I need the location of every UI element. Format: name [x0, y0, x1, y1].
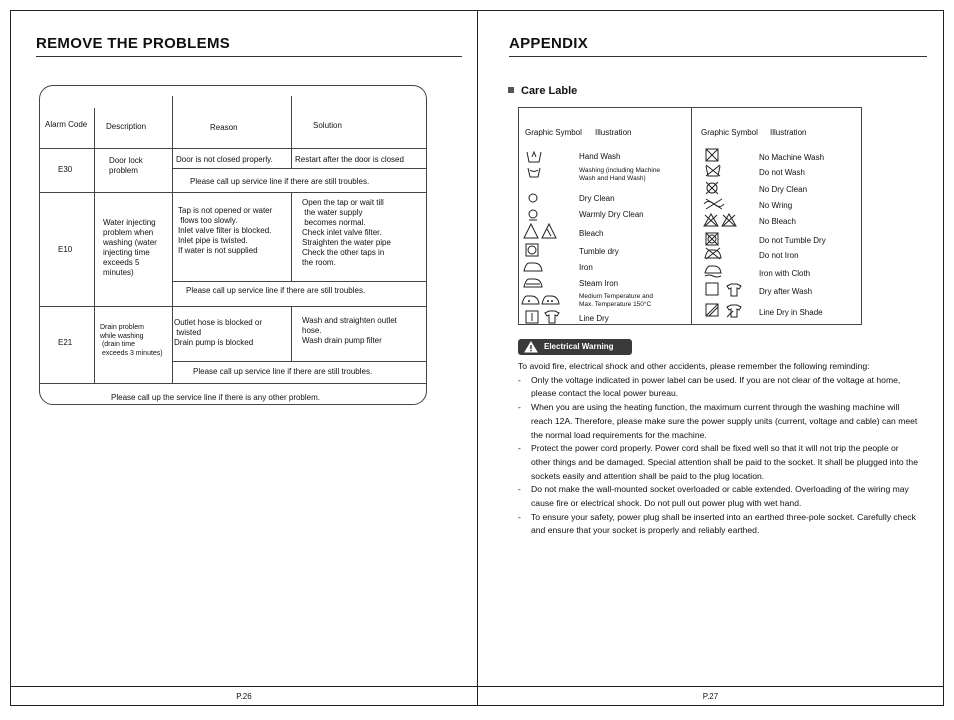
col-header-illustration: Illustration — [770, 128, 807, 137]
warning-item: - When you are using the heating function, the maximum current through the washing machine will reach 12A. Therefore, please make sure the power supply units (current, voltage and cable) can meet the normal load requirements for the machine. — [518, 402, 918, 440]
table-divider — [172, 168, 426, 169]
col-header-illustration: Illustration — [595, 128, 632, 137]
dry-after-wash-icon — [705, 282, 745, 297]
care-item: No Machine Wash — [759, 153, 825, 162]
care-item: Tumble dry — [579, 247, 619, 256]
warm-dry-clean-icon — [527, 208, 539, 221]
steam-iron-icon — [523, 276, 543, 288]
line-dry-in-shade-icon — [705, 303, 745, 318]
care-item: Do not Iron — [759, 251, 799, 260]
table-divider — [94, 108, 95, 383]
table-divider — [291, 192, 292, 281]
header-description: Description — [106, 122, 147, 131]
table-divider — [172, 96, 173, 383]
alarm-code-e10: E10 — [58, 245, 73, 254]
warning-item: - To ensure your safety, power plug shall be inserted into an earthed three-pole socket. Carefully check and ensure that your socket is properly and reliably earthed. — [518, 511, 916, 536]
no-tumble-dry-icon — [705, 232, 719, 246]
care-table-divider — [691, 108, 692, 324]
row-description: Door lock problem — [109, 156, 143, 175]
table-divider — [291, 96, 292, 168]
table-divider — [40, 306, 426, 307]
care-item: Dry Clean — [579, 194, 615, 203]
col-header-symbol: Graphic Symbol — [525, 128, 582, 137]
no-wring-icon — [703, 198, 725, 210]
electrical-warning-text — [518, 360, 918, 538]
alarm-code-e21: E21 — [58, 338, 73, 347]
care-label-table — [518, 107, 862, 325]
row-note: Please call up service line if there are still troubles. — [186, 286, 366, 295]
machine-wash-icon — [527, 166, 541, 178]
line-dry-icon — [525, 309, 563, 324]
footer-rule — [11, 686, 477, 687]
electrical-warning-label: Electrical Warning — [544, 342, 614, 351]
care-item: Do not Tumble Dry — [759, 236, 826, 245]
page-number: P.26 — [236, 692, 252, 701]
do-not-iron-icon — [704, 247, 722, 260]
care-item: No Wring — [759, 201, 793, 210]
table-footer-note: Please call up the service line if there is any other problem. — [111, 393, 320, 402]
col-header-symbol: Graphic Symbol — [701, 128, 758, 137]
header-alarm-code: Alarm Code — [45, 120, 88, 129]
care-item: Washing (including Machine Wash and Hand Wash) — [579, 167, 661, 182]
tumble-dry-icon — [525, 243, 539, 257]
hand-wash-icon — [525, 148, 543, 164]
care-item: Bleach — [579, 229, 604, 238]
bleach-icon — [523, 222, 559, 240]
no-machine-wash-icon — [705, 148, 719, 162]
footer-rule — [478, 686, 943, 687]
table-divider — [172, 361, 426, 362]
care-label-title: Care Lable — [508, 85, 577, 97]
iron-with-cloth-icon — [704, 264, 722, 278]
table-divider — [172, 281, 426, 282]
row-reason: Tap is not opened or water flows too slowly. Inlet valve filter is blocked. Inlet pipe is twisted. If water is not supplied — [178, 206, 273, 255]
problems-table — [39, 85, 427, 405]
iron-icon — [523, 260, 543, 272]
warning-intro: To avoid fire, electrical shock and other accidents, please remember the following reminding: — [518, 361, 870, 371]
care-item: Line Dry in Shade — [759, 308, 823, 317]
care-item: No Bleach — [759, 217, 796, 226]
page-title-remove-problems: REMOVE THE PROBLEMS — [36, 35, 231, 52]
row-solution: Open the tap or wait till the water supply becomes normal. Check inlet valve filter. Straighten the water pipe Check the other taps in the room. — [302, 198, 391, 267]
no-dry-clean-icon — [705, 181, 719, 195]
row-solution: Wash and straighten outlet hose. Wash drain pump filter — [302, 316, 397, 345]
warning-item: - Do not make the wall-mounted socket overloaded or cable extended. Overloading of the wiring may cause fire or electrical shock. Do not pull out power plug with wet hand. — [518, 484, 909, 509]
left-page — [10, 10, 478, 706]
header-reason: Reason — [210, 123, 238, 132]
table-divider — [40, 148, 426, 149]
care-item: Hand Wash — [579, 152, 621, 161]
dry-clean-icon — [527, 192, 539, 204]
row-solution: Restart after the door is closed — [295, 155, 404, 164]
row-reason: Outlet hose is blocked or twisted Drain pump is blocked — [174, 318, 263, 347]
warning-item: - Protect the power cord properly. Power cord shall be fixed well so that it will not trip the people or other things and be damaged. Special attention shall be paid to the socket. It shall be plugged into the sockets easily and attention shall be paid to the plug location. — [518, 443, 918, 481]
care-item: Iron — [579, 263, 593, 272]
table-divider — [291, 306, 292, 361]
page-title-appendix: APPENDIX — [509, 35, 589, 52]
warning-icon — [524, 341, 538, 353]
care-item: Dry after Wash — [759, 287, 813, 296]
no-bleach-icon — [703, 212, 739, 228]
care-item: Steam Iron — [579, 279, 619, 288]
table-divider — [40, 383, 426, 384]
row-note: Please call up service line if there are still troubles. — [193, 367, 373, 376]
care-item: Line Dry — [579, 314, 609, 323]
alarm-code-e30: E30 — [58, 165, 73, 174]
title-rule — [509, 56, 927, 57]
warning-item: - Only the voltage indicated in power label can be used. If you are not clear of the voltage at home, please contact the local power bureau. — [518, 374, 901, 399]
iron-temperature-icon — [521, 292, 561, 306]
title-rule — [36, 56, 462, 57]
care-item: Iron with Cloth — [759, 269, 811, 278]
row-description: Drain problem while washing (drain time exceeds 3 minutes) — [100, 324, 163, 357]
care-item: No Dry Clean — [759, 185, 808, 194]
electrical-warning-badge — [518, 339, 632, 355]
header-solution: Solution — [313, 121, 342, 130]
row-note: Please call up service line if there are still troubles. — [190, 177, 370, 186]
row-reason: Door is not closed properly. — [176, 155, 273, 164]
right-page — [477, 10, 944, 706]
do-not-wash-icon — [705, 164, 721, 177]
table-divider — [40, 192, 426, 193]
page-number: P.27 — [702, 692, 719, 701]
care-item: Medium Temperature and Max. Temperature 150°C — [579, 293, 653, 308]
care-item: Warmly Dry Clean — [579, 210, 644, 219]
row-description: Water injecting problem when washing (water injecting time exceeds 5 minutes) — [103, 218, 157, 277]
care-item: Do not Wash — [759, 168, 805, 177]
